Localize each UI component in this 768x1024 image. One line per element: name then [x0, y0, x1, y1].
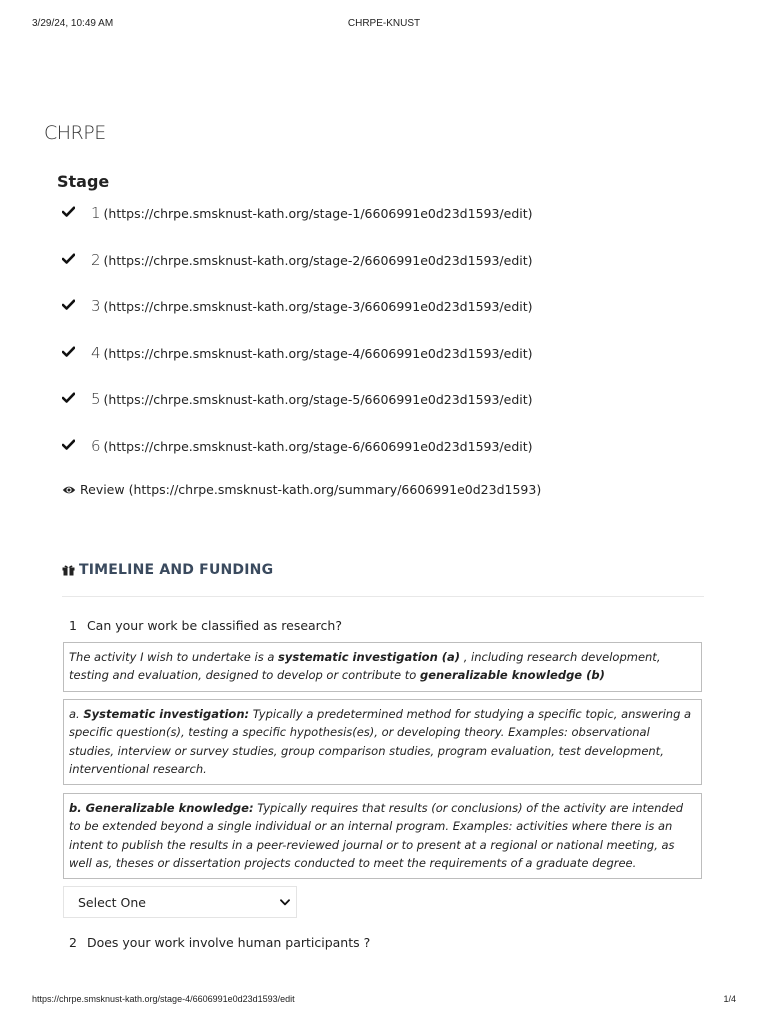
question-text: Can your work be classified as research? — [86, 618, 342, 633]
stage-number[interactable]: 3 — [91, 297, 101, 316]
eye-icon — [62, 485, 76, 495]
check-icon — [62, 346, 78, 357]
info-box-generalizable-knowledge — [63, 793, 702, 879]
question-number: 1 — [69, 618, 77, 633]
stage-number[interactable]: 2 — [91, 250, 101, 269]
section-title — [62, 562, 273, 578]
gift-icon — [62, 564, 75, 576]
info-prefix: a. — [69, 707, 84, 721]
section-title-text: TIMELINE AND FUNDING — [79, 562, 274, 578]
info-text: , including research development, testing and evaluation, designed to develop or contribute to — [69, 650, 661, 683]
print-title: CHRPE-KNUST — [347, 18, 421, 29]
info-term: generalizable knowledge (b) — [419, 668, 605, 683]
info-text: Typically a predetermined method for studying a specific topic, answering a specific question(s), testing a specific hypothesis(es), or developing theory. Examples: observational studies, interview or survey studies, group comparison studies, program evaluation, test development, interventional research. — [69, 707, 692, 776]
stage-number[interactable]: 6 — [91, 436, 101, 455]
question-1 — [69, 618, 342, 633]
stage-link[interactable]: (https://chrpe.smsknust-kath.org/stage-1/6606991e0d23d1593/edit) — [103, 206, 533, 221]
stage-link[interactable]: (https://chrpe.smsknust-kath.org/stage-6/6606991e0d23d1593/edit) — [103, 438, 533, 454]
stage-item-5[interactable] — [62, 389, 533, 436]
stage-number[interactable]: 5 — [91, 390, 101, 409]
question-number: 2 — [69, 935, 77, 950]
stage-item-1[interactable] — [62, 203, 533, 250]
page-number: 1/4 — [723, 994, 736, 1004]
print-date: 3/29/24, 10:49 AM — [32, 18, 114, 29]
research-select[interactable] — [63, 886, 297, 918]
stage-item-4[interactable] — [62, 343, 533, 390]
print-footer-url: https://chrpe.smsknust-kath.org/stage-4/6606991e0d23d1593/edit — [32, 994, 295, 1004]
info-box-research-definition — [63, 642, 702, 692]
info-term: b. Generalizable knowledge: — [69, 801, 254, 815]
stage-number[interactable]: 4 — [91, 343, 101, 362]
check-icon — [62, 392, 78, 403]
stage-link[interactable]: (https://chrpe.smsknust-kath.org/stage-4/6606991e0d23d1593/edit) — [103, 345, 533, 361]
info-term: Systematic investigation: — [83, 707, 250, 721]
select-value[interactable]: Select One — [78, 894, 146, 910]
stage-item-3[interactable] — [62, 296, 533, 343]
stage-link[interactable]: (https://chrpe.smsknust-kath.org/stage-5/6606991e0d23d1593/edit) — [103, 392, 533, 408]
stage-list — [62, 203, 533, 483]
chevron-down-icon[interactable] — [280, 899, 290, 906]
stage-number[interactable]: 1 — [91, 204, 101, 222]
review-label[interactable]: Review — [80, 482, 125, 497]
stage-item-6[interactable] — [62, 436, 533, 483]
stage-link[interactable]: (https://chrpe.smsknust-kath.org/stage-3/6606991e0d23d1593/edit) — [103, 299, 533, 315]
print-footer — [0, 994, 768, 1008]
question-text: Does your work involve human participants ? — [86, 935, 371, 950]
info-text: Typically requires that results (or conclusions) of the activity are intended to be extended beyond a single individual or an internal program. Examples: activities where there is an intent to publish the results in a peer-reviewed journal or to present at a regional or national meeting, as well as, theses or dissertation projects conducted to meet the requirements of a graduate degree. — [69, 801, 684, 870]
info-box-systematic-investigation — [63, 699, 702, 785]
print-header — [0, 18, 768, 32]
stage-item-2[interactable] — [62, 250, 533, 297]
info-term: systematic investigation (a) — [278, 650, 461, 664]
stage-link[interactable]: (https://chrpe.smsknust-kath.org/stage-2/6606991e0d23d1593/edit) — [103, 252, 533, 268]
check-icon — [62, 253, 78, 264]
check-icon — [62, 206, 78, 217]
stage-heading: Stage — [57, 172, 110, 191]
check-icon — [62, 299, 78, 310]
section-divider — [62, 596, 704, 597]
brand-logo-text[interactable]: CHRPE — [44, 122, 106, 144]
review-link[interactable] — [62, 482, 541, 497]
question-2 — [69, 935, 370, 950]
check-icon — [62, 439, 78, 450]
review-url[interactable]: (https://chrpe.smsknust-kath.org/summary/6606991e0d23d1593) — [128, 482, 542, 497]
info-text: The activity I wish to undertake is a — [69, 650, 279, 664]
